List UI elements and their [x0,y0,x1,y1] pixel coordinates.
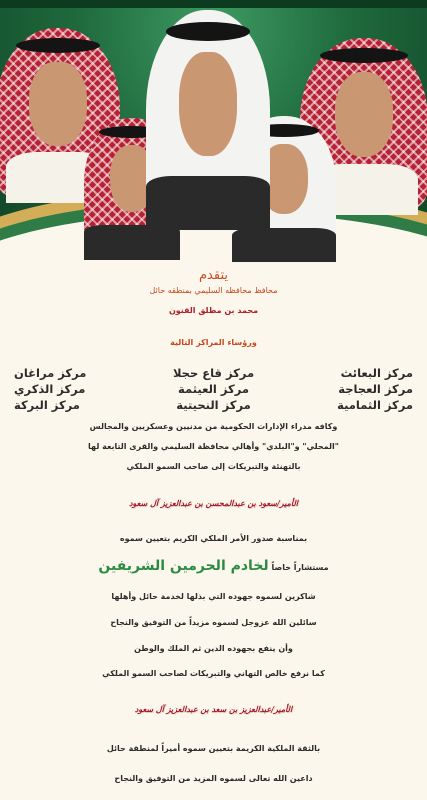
center-item: مركز الذكري [14,382,86,396]
center-item: مركز مراغان [14,366,87,380]
center-item: مركز الثمامية [337,398,413,412]
centers-column-3 [0,366,142,420]
body-line: بالتهنئة والتبريكات إلى صاحب السمو الملكي [126,462,301,471]
governor-name: محمد بن مطلق القنون [168,306,259,315]
center-item: مركز العجاجة [338,382,413,396]
closing-line: داعين الله تعالى لسموه المزيد من التوفيق والنجاح [114,774,313,783]
center-item: مركز قاع حجلا [172,366,255,380]
portrait-center [146,10,270,218]
thanks-line: شاكرين لسموه جهوده التي بذلها لخدمة حائل وأهلها [111,592,316,601]
prince-name-1: الأمير/سعود بن عبدالمحسن بن عبدالعزيز آل سعود [128,498,299,508]
heads-line: ورؤساء المراكز التالية [170,338,257,347]
text-block-closing [0,734,427,794]
advisor-title: لخادم الحرمين الشريفين [98,558,269,574]
advisor-prefix: مستشاراً خاصاً [271,563,329,572]
advisor-line [0,554,427,578]
text-block-occasion [0,524,427,578]
center-item: مركز النحيتية [176,398,251,412]
body-line: "المحلي" و"البلدي" وأهالي محافظة السليمي والقرى التابعة لها [88,442,339,451]
closing-line: بالثقة الملكية الكريمة بتعيين سموه أميراً لمنطقة حائل [106,744,321,753]
thanks-line: كما نرفع خالص التهاني والتبريكات لصاحب السمو الملكي [102,669,325,678]
text-block-body [0,422,427,484]
thanks-line: سائلين الله عزوجل لسموه مزيداً من التوفيق والنجاح [110,618,317,627]
prince-name-2: الأمير/عبدالعزيز بن سعد بن عبدالعزيز آل سعود [134,704,293,714]
centers-column-2 [142,366,284,420]
text-block-top [0,286,427,360]
text-block-thanks [0,584,427,686]
center-item: مركز البركة [14,398,80,412]
center-item: مركز البعائث [340,366,413,380]
header-banner [0,0,427,262]
thanks-line: وأن ينفع بجهوده الدين ثم الملك والوطن [134,644,293,653]
intro-text: يتقدم [199,268,228,283]
occasion-line: بمناسبة صدور الأمر الملكي الكريم بتعيين سموه [119,534,308,543]
center-item: مركز العيثمة [178,382,249,396]
flag-strip [0,0,427,8]
centers-grid [0,366,427,420]
governor-title: محافظ محافظه السليمي بمنطقه حائل [149,286,278,295]
centers-column-1 [285,366,427,420]
body-line: وكافه مدراء الإدارات الحكومية من مدنيين وعسكريين والمجالس [89,422,338,431]
